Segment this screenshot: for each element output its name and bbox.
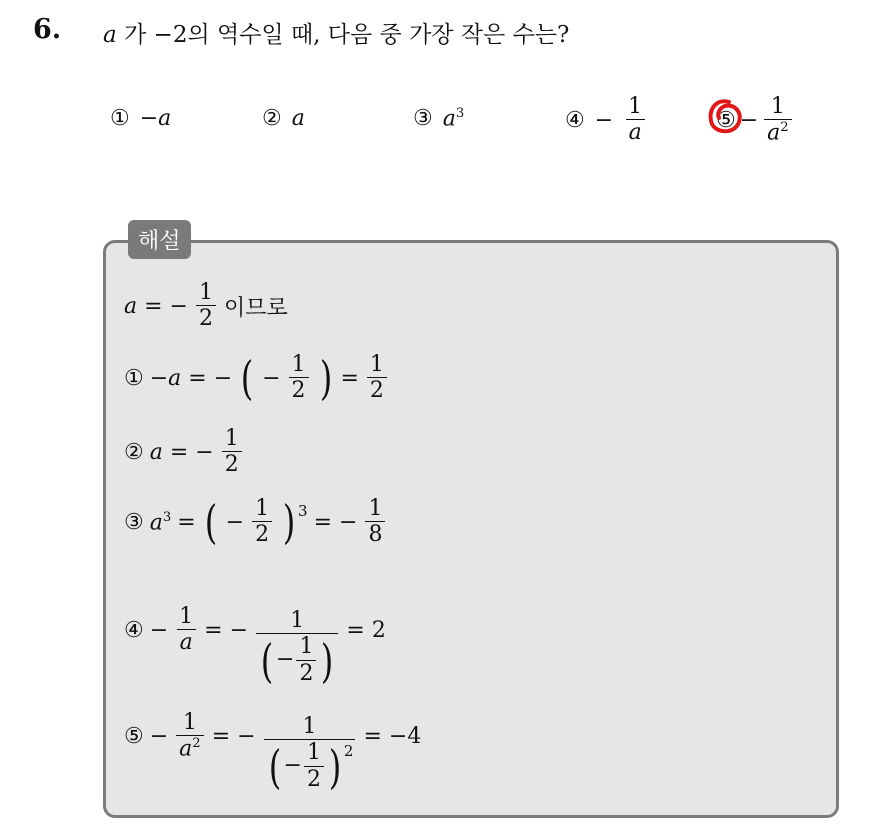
solution-line-1: [124, 352, 389, 405]
question-statement: 가 −2의 역수일 때, 다음 중 가장 작은 수는?: [116, 22, 570, 48]
choice-3[interactable]: [413, 106, 464, 131]
line-1-lhs: −a = −: [149, 365, 233, 391]
line-4-num-c: 1: [299, 634, 314, 660]
line-5-result: = −4: [363, 723, 422, 749]
line-1-num-b: 1: [369, 352, 384, 377]
line-1-number: ①: [124, 365, 144, 391]
line-2-lhs: a = −: [149, 439, 214, 465]
line-1-close-paren: ): [319, 351, 332, 406]
line-3-equals: =: [177, 509, 196, 535]
line-4-equals: = −: [204, 617, 249, 643]
question-number: 6.: [33, 14, 62, 45]
choice-4-numerator: 1: [628, 94, 643, 119]
line-1-frac-a: [289, 352, 309, 405]
solution-intro: [124, 280, 288, 333]
line-5-frac-a: [176, 710, 204, 763]
line-4-num-a: 1: [179, 604, 194, 630]
line-1-den-a: 2: [289, 377, 309, 404]
choice-4-sign: −: [594, 107, 614, 133]
choice-5-denominator: [764, 119, 792, 147]
line-4-open-paren: (: [260, 633, 274, 688]
intro-lhs: a = −: [124, 293, 188, 319]
line-5-den-c: 2: [304, 766, 324, 793]
answer-circle-mark: [707, 96, 743, 136]
line-3-den-a: 2: [252, 521, 272, 548]
choice-5-numerator: 1: [770, 94, 785, 119]
choice-5-fraction: [764, 94, 792, 147]
choice-2[interactable]: [262, 106, 305, 131]
choice-1-expr: −a: [139, 106, 172, 131]
solution-line-2: [124, 426, 244, 479]
line-3-num-b: 1: [368, 496, 383, 521]
line-3-frac-a: [252, 496, 272, 549]
line-4-den-c: 2: [296, 660, 316, 687]
line-5-number: ⑤: [124, 723, 144, 749]
line-5-frac-b: [264, 714, 356, 793]
choice-2-number: ②: [262, 106, 282, 131]
line-4-frac-a: [176, 604, 196, 657]
solution-line-5: [124, 680, 421, 793]
line-3-inner-minus: −: [225, 509, 245, 535]
line-1-frac-b: [367, 352, 387, 405]
line-2-number: ②: [124, 439, 144, 465]
intro-suffix: 이므로: [223, 295, 288, 321]
line-2-numerator: 1: [224, 426, 239, 451]
line-4-minus: −: [149, 617, 169, 643]
solution-tag: 해설: [128, 220, 191, 259]
choice-5-denominator-exponent: 2: [780, 120, 789, 136]
line-5-den-a: [176, 735, 204, 763]
question-variable: a: [103, 22, 117, 48]
choice-5-denominator-base: a: [767, 120, 781, 146]
question-text: [103, 16, 569, 49]
line-4-den-a: a: [177, 629, 196, 656]
choice-5-number: ⑤: [716, 108, 736, 133]
line-5-inner-frac: [304, 740, 324, 793]
line-5-num-a: 1: [182, 709, 197, 735]
intro-denominator: 2: [196, 305, 216, 332]
line-3-power: [150, 510, 172, 535]
line-5-outer-exponent: 2: [343, 742, 354, 761]
choice-3-base: a: [442, 106, 456, 132]
line-3-frac-b: [365, 496, 385, 549]
line-1-inner-minus: −: [262, 365, 281, 391]
line-5-den-base: a: [179, 736, 193, 762]
choice-1-number: ①: [110, 106, 130, 131]
line-3-exponent: 3: [162, 509, 172, 525]
line-1-equals: =: [340, 365, 359, 391]
intro-numerator: 1: [198, 280, 213, 305]
line-4-num-b: 1: [290, 608, 305, 633]
choice-2-expr: a: [291, 106, 305, 131]
choice-4-denominator: a: [626, 119, 645, 146]
line-5-close-paren: ): [328, 739, 342, 794]
line-5-den-b: [264, 739, 356, 793]
line-4-frac-b: [256, 608, 338, 687]
solution-line-4: [124, 574, 386, 687]
choice-1[interactable]: [110, 106, 171, 131]
line-5-den-exponent: 2: [192, 736, 201, 752]
solution-line-3: [124, 496, 387, 549]
line-5-inner-minus: −: [283, 753, 302, 779]
line-1-open-paren: (: [240, 351, 254, 406]
line-3-base: a: [149, 510, 163, 535]
line-2-fraction: [222, 426, 242, 479]
line-5-open-paren: (: [268, 739, 281, 794]
choice-4[interactable]: [565, 94, 647, 147]
line-1-den-b: 2: [367, 377, 387, 404]
intro-fraction: [196, 280, 216, 333]
line-3-open-paren: (: [204, 495, 217, 550]
choice-4-fraction: [625, 94, 645, 147]
choice-3-exponent: 3: [455, 106, 465, 121]
line-4-number: ④: [124, 617, 144, 643]
line-3-equals-2: = −: [313, 509, 358, 535]
line-4-result: = 2: [346, 617, 386, 643]
choice-4-number: ④: [565, 107, 585, 133]
line-5-minus: −: [149, 723, 169, 749]
line-3-number: ③: [124, 509, 144, 535]
line-3-num-a: 1: [255, 496, 270, 521]
line-2-denominator: 2: [222, 451, 242, 478]
choice-3-number: ③: [413, 106, 433, 132]
line-4-close-paren: ): [321, 633, 334, 688]
line-4-den-b: [256, 633, 338, 687]
line-3-close-paren: ): [282, 495, 296, 550]
line-5-num-c: 1: [306, 740, 321, 766]
choice-5-sign: −: [739, 108, 759, 133]
line-1-num-a: 1: [291, 352, 306, 377]
line-5-num-b: 1: [302, 714, 317, 739]
line-3-outer-exponent: 3: [298, 502, 308, 520]
line-5-equals: = −: [211, 723, 256, 749]
line-4-inner-minus: −: [276, 647, 295, 673]
choice-3-expr: [443, 106, 465, 131]
line-3-den-b: 8: [365, 521, 385, 548]
